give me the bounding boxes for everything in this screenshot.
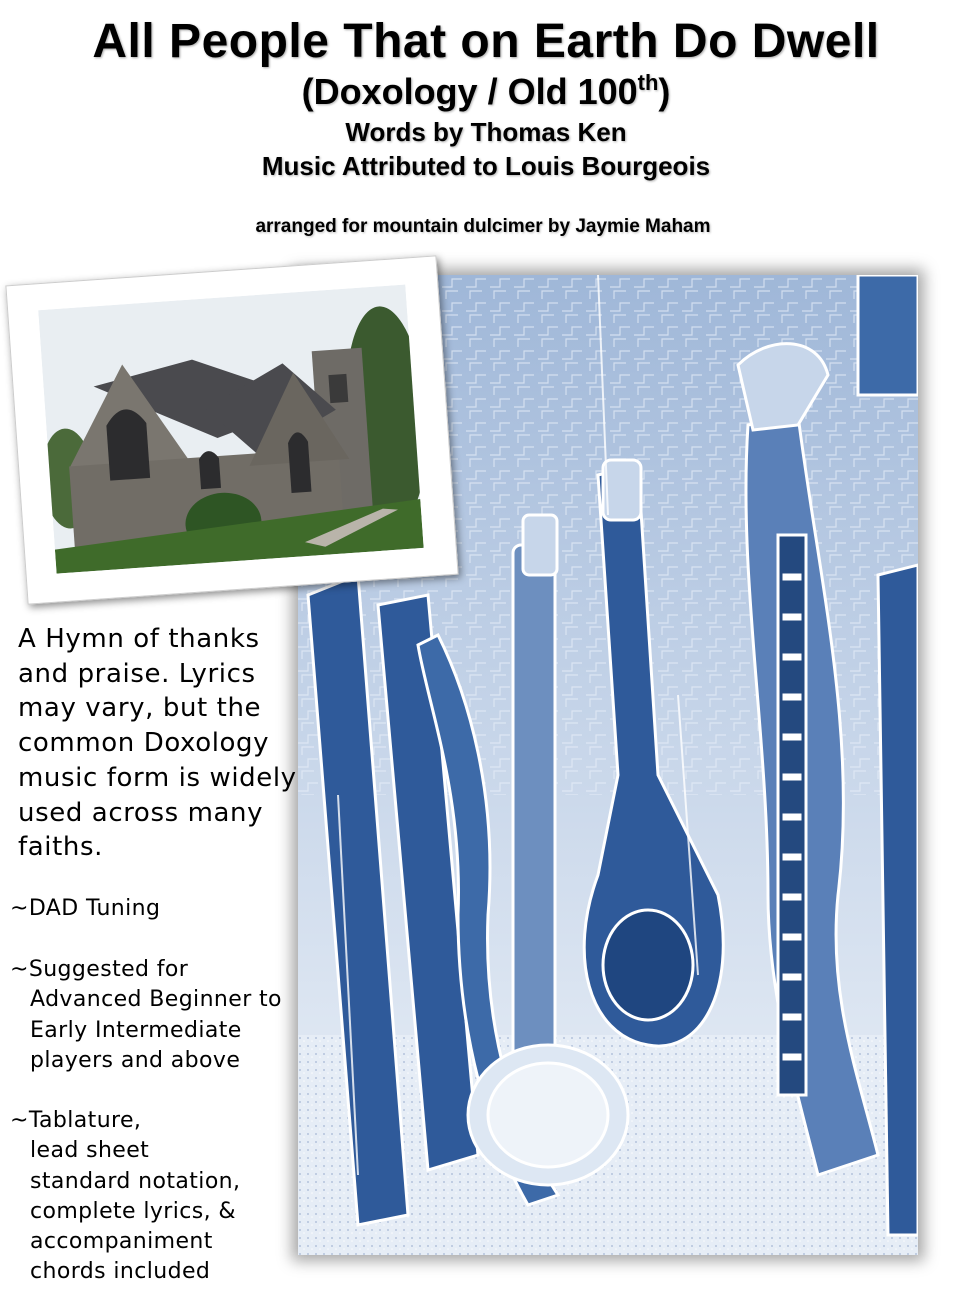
level-line-2: Advanced Beginner to (30, 987, 282, 1013)
includes-line-1: ~Tablature, (10, 1108, 142, 1133)
description-text: A Hymn of thanks and praise. Lyrics may vary, but the common Doxology music form is widely used across many faiths. (18, 624, 297, 863)
level-line-3: Early Intermediate (30, 1017, 242, 1043)
includes-line-4: complete lyrics, & (30, 1198, 236, 1224)
tuning-note (10, 894, 160, 924)
includes-line-5: accompaniment (30, 1229, 213, 1255)
subtitle-superscript: th (637, 70, 659, 95)
church-photo-image (38, 285, 424, 574)
includes-line-3: standard notation, (30, 1168, 241, 1194)
includes-note (10, 1106, 240, 1288)
level-note (10, 955, 282, 1076)
level-line-4: players and above (30, 1047, 241, 1073)
church-photo (5, 255, 458, 604)
page-title: All People That on Earth Do Dwell (92, 15, 880, 68)
includes-line-2: lead sheet (30, 1138, 150, 1164)
page-subtitle (0, 70, 972, 113)
subtitle-close: ) (658, 71, 671, 112)
includes-line-6: chords included (30, 1259, 211, 1285)
subtitle-text: (Doxology / Old 100 (301, 71, 638, 112)
words-credit: Words by Thomas Ken (345, 117, 627, 147)
arranger-credit: arranged for mountain dulcimer by Jaymie Maham (255, 216, 711, 237)
tuning-line: ~DAD Tuning (10, 896, 161, 921)
level-line-1: ~Suggested for (10, 957, 189, 982)
music-credit: Music Attributed to Louis Bourgeois (261, 151, 711, 181)
